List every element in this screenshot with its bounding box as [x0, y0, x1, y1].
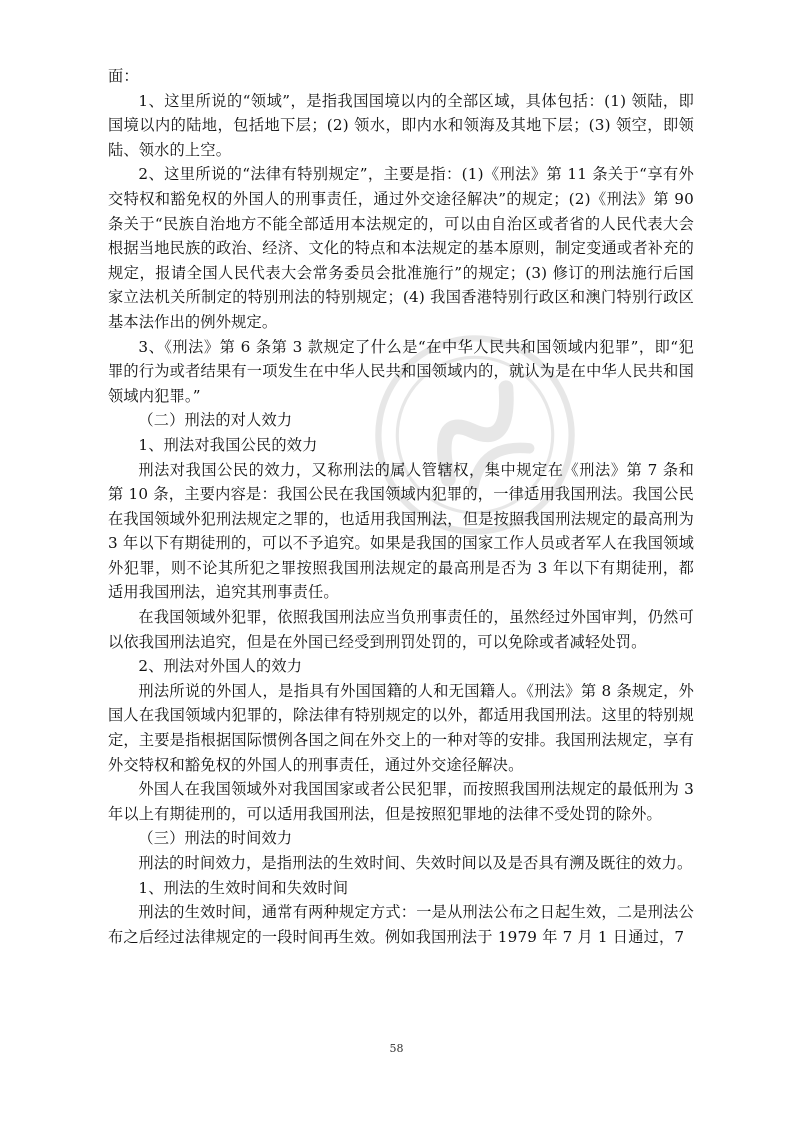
document-body — [108, 64, 694, 949]
paragraph: 2、刑法对外国人的效力 — [138, 657, 303, 676]
paragraph: 1、这里所说的“领域”，是指我国国境以内的全部区域，具体包括：(1) 领陆，即国境以内的陆地，包括地下层；(2) 领水，即内水和领海及其地下层；(3) 领空，即领陆、领水的上空。 — [108, 91, 694, 159]
paragraph: 在我国领域外犯罪，依照我国刑法应当负刑事责任的，虽然经过外国审判，仍然可以依我国刑法追究，但是在外国已经受到刑罚处罚的，可以免除或者减轻处罚。 — [108, 608, 694, 651]
page-number: 58 — [389, 1042, 404, 1055]
paragraph: 刑法所说的外国人，是指具有外国国籍的人和无国籍人。《刑法》第 8 条规定，外国人在我国领域内犯罪的，除法律有特别规定的以外，都适用我国刑法。这里的特别规定，主要是指根据国际惯例各国之间在外交上的一种对等的安排。我国刑法规定，享有外交特权和豁免权的外国人的刑事责任，通过外交途径解决。 — [108, 681, 694, 774]
paragraph: （三）刑法的时间效力 — [138, 829, 293, 848]
paragraph: 1、刑法的生效时间和失效时间 — [138, 878, 349, 897]
paragraph: 刑法对我国公民的效力，又称刑法的属人管辖权，集中规定在《刑法》第 7 条和第 10 条，主要内容是：我国公民在我国领域内犯罪的，一律适用我国刑法。我国公民在我国领域外犯刑法规定之罪的，也适用我国刑法，但是按照我国刑法规定的最高刑为 3 年以下有期徒刑的，可以不予追究。如果是我国的国家工作人员或者军人在我国领域外犯罪，则不论其所犯之罪按照我国刑法规定的最高刑是否为 3 年以下有期徒刑，都适用我国刑法，追究其刑事责任。 — [108, 460, 694, 602]
paragraph: 3、《刑法》第 6 条第 3 款规定了什么是“在中华人民共和国领域内犯罪”，即“犯罪的行为或者结果有一项发生在中华人民共和国领域内的，就认为是在中华人民共和国领域内犯罪。” — [108, 337, 694, 405]
paragraph: 2、这里所说的“法律有特别规定”，主要是指：(1)《刑法》第 11 条关于“享有外交特权和豁免权的外国人的刑事责任，通过外交途径解决”的规定；(2)《刑法》第 90 条关于“民族自治地方不能全部适用本法规定的，可以由自治区或者省的人民代表大会根据当地民族的政治、经济、文化的特点和本法规定的基本原则，制定变通或者补充的规定，报请全国人民代表大会常务委员会批准施行”的规定；(3) 修订的刑法施行后国家立法机关所制定的特别刑法的特别规定；(4) 我国香港特别行政区和澳门特别行政区基本法作出的例外规定。 — [108, 165, 694, 331]
paragraph: 面： — [108, 67, 139, 85]
paragraph: 刑法的时间效力，是指刑法的生效时间、失效时间以及是否具有溯及既往的效力。 — [138, 854, 693, 872]
paragraph: 刑法的生效时间，通常有两种规定方式：一是从刑法公布之日起生效，二是刑法公布之后经过法律规定的一段时间再生效。例如我国刑法于 1979 年 7 月 1 日通过，7 — [108, 903, 694, 946]
paragraph: （二）刑法的对人效力 — [138, 411, 293, 430]
paragraph: 外国人在我国领域外对我国国家或者公民犯罪，而按照我国刑法规定的最低刑为 3 年以上有期徒刑的，可以适用我国刑法，但是按照犯罪地的法律不受处罚的除外。 — [108, 780, 694, 823]
paragraph: 1、刑法对我国公民的效力 — [138, 435, 318, 454]
